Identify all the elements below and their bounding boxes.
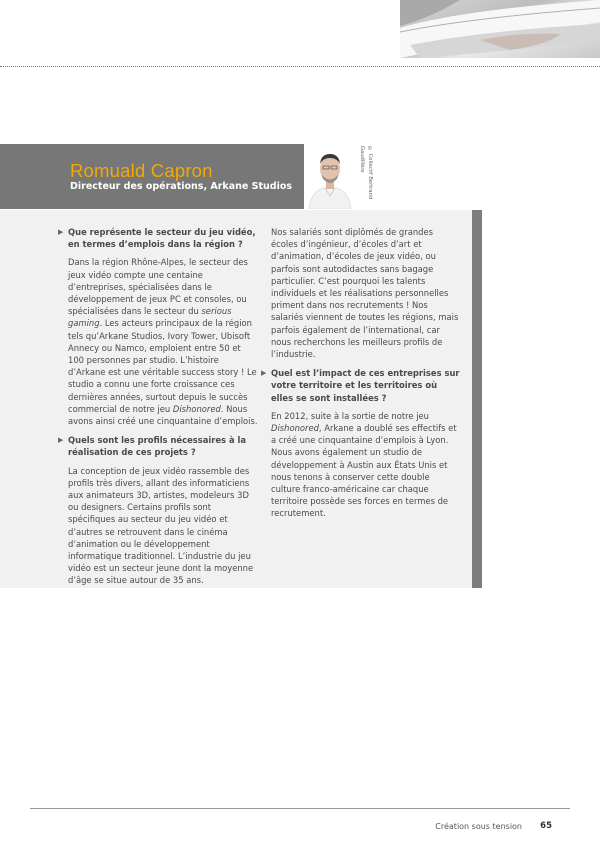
question-1	[58, 226, 258, 250]
question-text: Quels sont les profils nécessaires à la réalisation de ces projets ?	[68, 435, 247, 458]
answer-2-continued: Nos salariés sont diplômés de grandes écoles d’ingénieur, d’écoles d’art et d’animation, d’écoles de jeux vidéo, ou parfois sont autodidactes sans bagage particulier. C’est pourquoi les talents individuels et les réalisations personnelles priment dans nos recrutements ! Nos salariés viennent de toutes les régions, mais parfois également de l’international, car nous recherchons les meilleurs profils de l’industrie.	[271, 227, 459, 360]
top-divider	[0, 66, 600, 67]
portrait	[305, 144, 355, 209]
bullet-arrow-icon: ▶	[58, 436, 64, 445]
interviewee-name: Romuald Capron	[70, 160, 213, 181]
question-2	[58, 434, 258, 458]
photo-credit: © Collectif Bertrand Gaudillère	[359, 146, 373, 200]
interview-column-right	[261, 226, 461, 527]
interview-column-left	[58, 226, 258, 594]
page-number: 65	[540, 821, 552, 831]
question-text: Quel est l’impact de ces entreprises sur votre territoire et les territoires où elles se sont installées ?	[271, 368, 460, 403]
answer-3: En 2012, suite à la sortie de notre jeu Dishonored, Arkane a doublé ses effectifs et a créé une cinquantaine d’emplois à Lyon. Nous avons également un studio de développement à Austin aux États Unis et nous tenons à conserver cette double culture franco-américaine car chaque territoire possède ses forces en termes de recrutement.	[271, 410, 457, 519]
interviewee-role: Directeur des opérations, Arkane Studios	[70, 181, 293, 192]
question-3	[261, 367, 461, 404]
tablet-photo	[400, 0, 600, 58]
bullet-arrow-icon: ▶	[261, 369, 267, 378]
tablet-hand-illustration	[400, 0, 600, 58]
bullet-arrow-icon: ▶	[58, 228, 64, 236]
answer-2: La conception de jeux vidéo rassemble des profils très divers, allant des informaticiens aux animateurs 3D, artistes, modeleurs 3D ou designers. Certains profils sont spécifiques au secteur du jeu vidéo et d’autres se retrouvent dans le cinéma d’animation ou le développement informatique traditionnel. L’industrie du jeu vidéo est un secteur jeune dont la moyenne d’âge se situe autour de 35 ans.	[68, 465, 254, 586]
question-text: Que représente le secteur du jeu vidéo, en termes d’emplois dans la région ?	[68, 227, 256, 250]
answer-1: Dans la région Rhône-Alpes, le secteur des jeux vidéo compte une centaine d’entreprises, spécialisées dans le développement de jeux PC et consoles, ou spécialisées dans le secteur du serious gaming. Les acteurs principaux de la région tels qu’Arkane Studios, Ivory Tower, Ubisoft Annecy ou Namco, emploient entre 50 et 100 personnes par studio. L’histoire d’Arkane est une véritable success story ! Le studio a connu une forte croissance ces dernières années, surtout depuis le succès commercial de notre jeu Dishonored. Nous avons ainsi créé une cinquantaine d’emplois.	[68, 257, 258, 427]
portrait-photo	[305, 144, 355, 209]
footer-divider	[30, 808, 570, 809]
footer-section-title: Création sous tension	[435, 822, 522, 831]
panel-side-bar	[472, 210, 482, 588]
